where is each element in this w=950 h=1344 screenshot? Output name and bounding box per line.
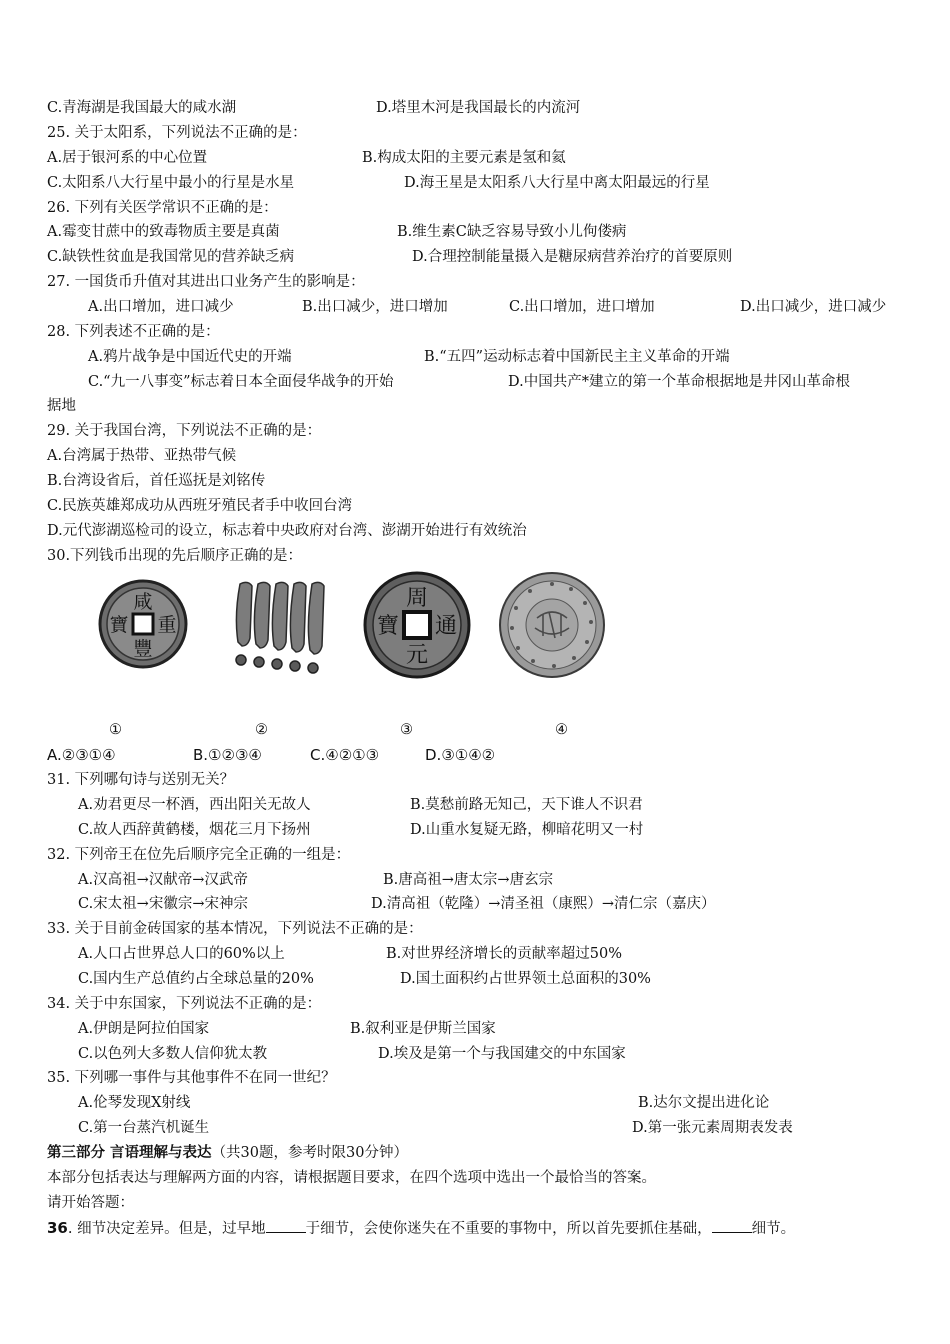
q33-stem: 33. 关于目前金砖国家的基本情况，下列说法不正确的是： <box>47 921 423 937</box>
q30-option-d: D.③①④② <box>425 746 496 764</box>
q26-stem: 26. 下列有关医学常识不正确的是： <box>47 200 278 216</box>
q31-option-c: C.故人西辞黄鹤楼，烟花三月下扬州 <box>78 822 311 838</box>
q31-stem: 31. 下列哪句诗与送别无关？ <box>47 772 235 788</box>
coin-image-4-silver-dollar <box>497 570 607 680</box>
coin3-char-bottom: 元 <box>405 643 429 668</box>
q25-option-c: C.太阳系八大行星中最小的行星是水星 <box>47 175 295 191</box>
q32-option-d: D.清高祖（乾隆）→清圣祖（康熙）→清仁宗（嘉庆） <box>371 896 716 912</box>
q28-option-d: D.中国共产*建立的第一个革命根据地是井冈山革命根 <box>508 374 850 390</box>
coin-label-3: ③ <box>400 722 413 738</box>
q36-number: 36 <box>47 1219 68 1237</box>
q27-option-d: D.出口减少，进口减少 <box>740 299 887 315</box>
q28-option-a: A.鸦片战争是中国近代史的开端 <box>88 349 292 365</box>
coin-image-2-knife-money <box>228 576 338 676</box>
q34-option-c: C.以色列大多数人信仰犹太教 <box>78 1046 268 1062</box>
q35-stem: 35. 下列哪一事件与其他事件不在同一世纪？ <box>47 1070 336 1086</box>
q34-option-a: A.伊朗是阿拉伯国家 <box>78 1021 210 1037</box>
q24-option-d: D.塔里木河是我国最长的内流河 <box>376 100 581 116</box>
coin-image-1 <box>98 578 188 670</box>
q26-option-d: D.合理控制能量摄入是糖尿病营养治疗的首要原则 <box>412 249 733 265</box>
q32-stem: 32. 下列帝王在位先后顺序完全正确的一组是： <box>47 847 351 863</box>
q32-option-a: A.汉高祖→汉献帝→汉武帝 <box>78 872 248 888</box>
coin-image-3 <box>362 570 472 680</box>
q29-stem: 29. 关于我国台湾，下列说法不正确的是： <box>47 423 322 439</box>
q33-option-d: D.国土面积约占世界领土总面积的30% <box>400 971 651 987</box>
q27-option-c: C.出口增加，进口增加 <box>509 299 655 315</box>
q34-stem: 34. 关于中东国家，下列说法不正确的是： <box>47 996 322 1012</box>
part3-title-note: （共30题，参考时限30分钟） <box>211 1145 408 1161</box>
q25-option-d: D.海王星是太阳系八大行星中离太阳最远的行星 <box>404 175 710 191</box>
q33-option-b: B.对世界经济增长的贡献率超过50% <box>386 946 622 962</box>
q31-option-a: A.劝君更尽一杯酒，西出阳关无故人 <box>78 797 311 813</box>
coin-label-4: ④ <box>555 722 568 738</box>
part3-heading <box>47 1143 408 1163</box>
q29-option-a: A.台湾属于热带、亚热带气候 <box>47 448 237 464</box>
q27-stem: 27. 一国货币升值对其进出口业务产生的影响是： <box>47 274 365 290</box>
q31-option-d: D.山重水复疑无路，柳暗花明又一村 <box>410 822 644 838</box>
q28-option-d-continued: 据地 <box>47 398 76 414</box>
coin1-char-bottom: 豐 <box>133 638 153 660</box>
q33-option-a: A.人口占世界总人口的60%以上 <box>78 946 285 962</box>
q36-text-2: 于细节，会使你迷失在不重要的事物中，所以首先要抓住基础， <box>305 1221 712 1237</box>
q36-text-1: . 细节决定差异。但是，过早地 <box>67 1221 266 1237</box>
q35-option-c: C.第一台蒸汽机诞生 <box>78 1120 210 1136</box>
q36-stem <box>47 1218 795 1239</box>
q28-option-c: C.“九一八事变”标志着日本全面侵华战争的开始 <box>88 374 394 390</box>
q26-option-b: B.维生素C缺乏容易导致小儿佝偻病 <box>397 224 627 240</box>
coin1-char-top: 咸 <box>133 591 153 613</box>
q31-option-b: B.莫愁前路无知己，天下谁人不识君 <box>410 797 643 813</box>
q26-option-a: A.霉变甘蔗中的致毒物质主要是真菌 <box>47 224 280 240</box>
q27-option-a: A.出口增加，进口减少 <box>88 299 234 315</box>
q36-blank-1 <box>266 1218 306 1233</box>
q28-option-b: B.“五四”运动标志着中国新民主主义革命的开端 <box>424 349 730 365</box>
q34-option-b: B.叙利亚是伊斯兰国家 <box>350 1021 496 1037</box>
coin1-char-left: 寶 <box>109 614 129 636</box>
q30-option-a: A.②③①④ <box>47 746 116 764</box>
q26-option-c: C.缺铁性贫血是我国常见的营养缺乏病 <box>47 249 295 265</box>
q35-option-a: A.伦琴发现X射线 <box>78 1095 191 1111</box>
q25-option-b: B.构成太阳的主要元素是氢和氦 <box>362 150 566 166</box>
q28-stem: 28. 下列表述不正确的是： <box>47 324 220 340</box>
q29-option-d: D.元代澎湖巡检司的设立，标志着中央政府对台湾、澎湖开始进行有效统治 <box>47 523 527 539</box>
coin-label-1: ① <box>109 722 122 738</box>
q32-option-b: B.唐高祖→唐太宗→唐玄宗 <box>383 872 554 888</box>
q25-option-a: A.居于银河系的中心位置 <box>47 150 208 166</box>
q36-blank-2 <box>712 1218 752 1233</box>
q35-option-d: D.第一张元素周期表发表 <box>632 1120 793 1136</box>
coin1-char-right: 重 <box>157 614 177 636</box>
part3-intro: 本部分包括表达与理解两方面的内容，请根据题目要求，在四个选项中选出一个最恰当的答案。 <box>47 1170 656 1186</box>
q30-option-b: B.①②③④ <box>193 746 262 764</box>
coin3-char-top: 周 <box>405 586 429 611</box>
q34-option-d: D.埃及是第一个与我国建交的中东国家 <box>378 1046 626 1062</box>
q29-option-b: B.台湾设省后，首任巡抚是刘铭传 <box>47 473 266 489</box>
part3-start: 请开始答题： <box>47 1195 134 1211</box>
coin-label-2: ② <box>255 722 268 738</box>
q30-option-c: C.④②①③ <box>310 746 380 764</box>
coin3-char-left: 寶 <box>376 614 400 639</box>
part3-title: 第三部分 言语理解与表达 <box>47 1145 212 1161</box>
q33-option-c: C.国内生产总值约占全球总量的20% <box>78 971 314 987</box>
coin3-char-right: 通 <box>434 614 458 639</box>
q35-option-b: B.达尔文提出进化论 <box>638 1095 770 1111</box>
q36-text-3: 细节。 <box>751 1221 796 1237</box>
q30-stem: 30.下列钱币出现的先后顺序正确的是： <box>47 548 303 564</box>
q32-option-c: C.宋太祖→宋徽宗→宋神宗 <box>78 896 248 912</box>
q25-stem: 25. 关于太阳系，下列说法不正确的是： <box>47 125 307 141</box>
q27-option-b: B.出口减少，进口增加 <box>302 299 448 315</box>
q24-option-c: C.青海湖是我国最大的咸水湖 <box>47 100 237 116</box>
q29-option-c: C.民族英雄郑成功从西班牙殖民者手中收回台湾 <box>47 498 353 514</box>
